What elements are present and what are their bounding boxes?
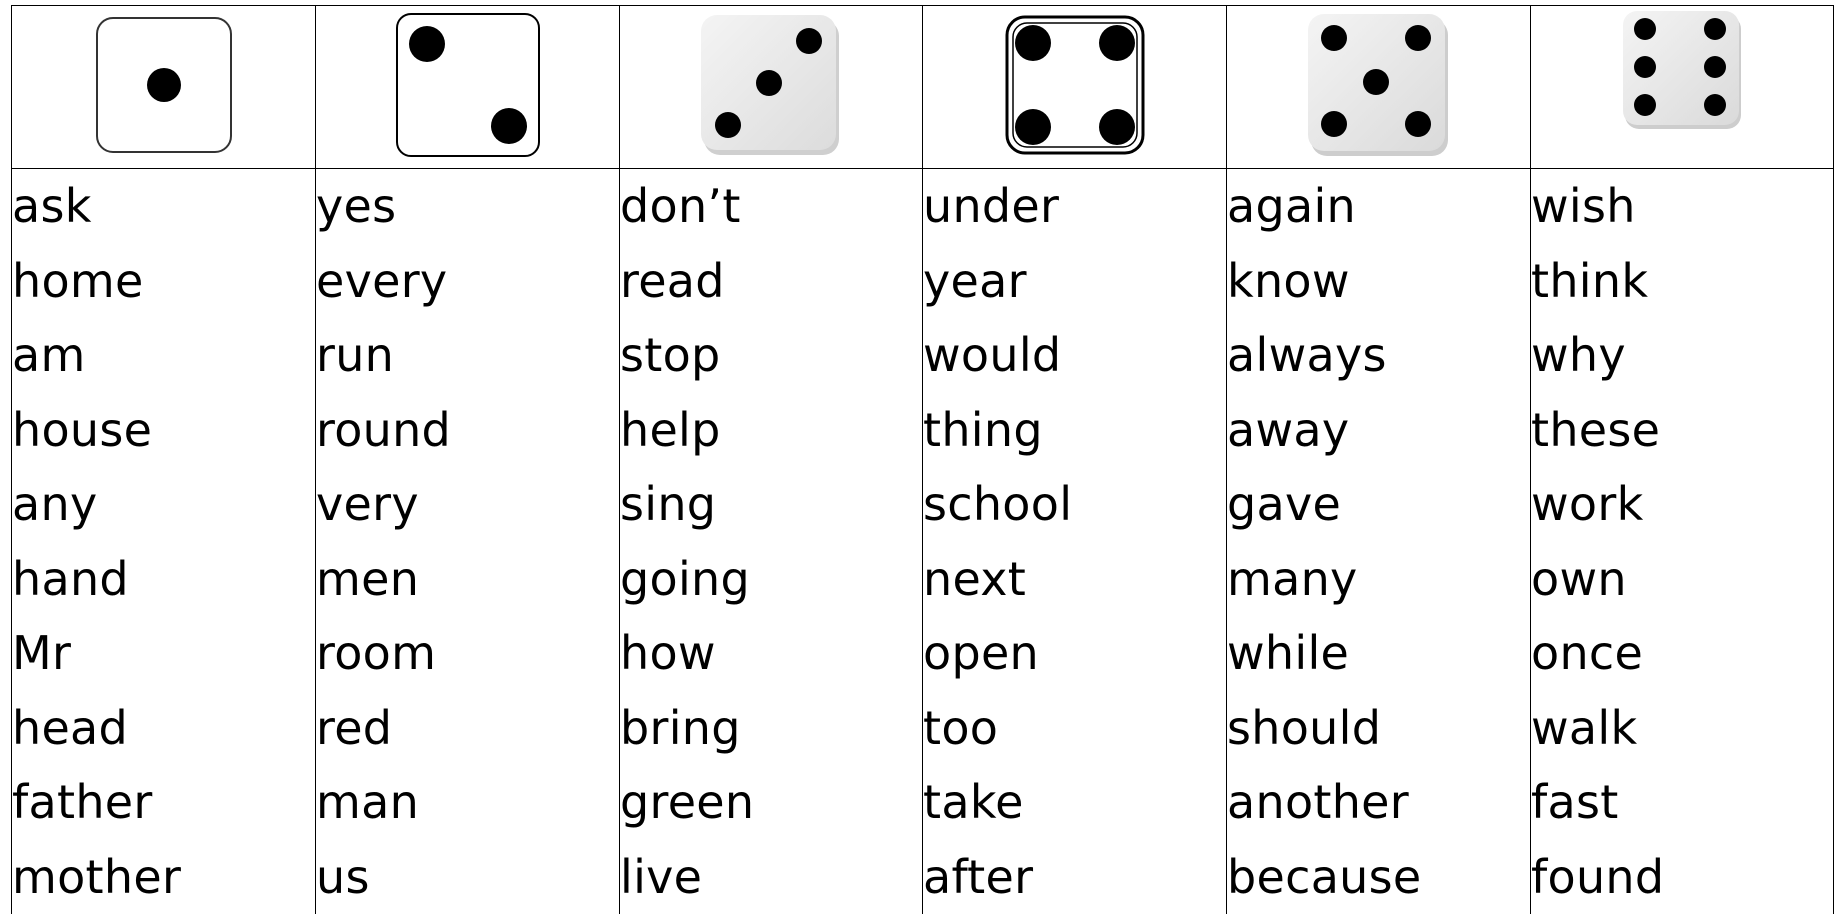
word: very (316, 467, 619, 542)
dice-header-row (12, 6, 1834, 169)
die-face-4-icon (1005, 15, 1145, 155)
word: school (923, 467, 1226, 542)
word: Mr (12, 616, 315, 691)
word: every (316, 244, 619, 319)
word: many (1227, 542, 1530, 617)
word: any (12, 467, 315, 542)
word: found (1531, 840, 1833, 914)
word: sing (620, 467, 922, 542)
word: always (1227, 318, 1530, 393)
word: hand (12, 542, 315, 617)
word: father (12, 765, 315, 840)
die-cell-5 (1227, 6, 1531, 169)
word: should (1227, 691, 1530, 766)
word: think (1531, 244, 1833, 319)
die-cell-3 (620, 6, 923, 169)
word: run (316, 318, 619, 393)
word-column-5 (1227, 169, 1531, 914)
word: house (12, 393, 315, 468)
word-column-2 (316, 169, 620, 914)
die-face-6-icon (1621, 9, 1743, 131)
word-column-3 (620, 169, 923, 914)
die-face-3-icon (699, 13, 843, 157)
word: away (1227, 393, 1530, 468)
word: know (1227, 244, 1530, 319)
word: year (923, 244, 1226, 319)
word: don’t (620, 169, 922, 244)
die-cell-6 (1531, 6, 1834, 169)
words-row (12, 169, 1834, 914)
word: under (923, 169, 1226, 244)
word: live (620, 840, 922, 914)
word: take (923, 765, 1226, 840)
word: again (1227, 169, 1530, 244)
word: these (1531, 393, 1833, 468)
word: am (12, 318, 315, 393)
word: fast (1531, 765, 1833, 840)
die-cell-2 (316, 6, 620, 169)
word: work (1531, 467, 1833, 542)
die-cell-1 (12, 6, 316, 169)
word: why (1531, 318, 1833, 393)
word: too (923, 691, 1226, 766)
word: green (620, 765, 922, 840)
word: home (12, 244, 315, 319)
die-face-1-icon (95, 16, 233, 154)
word-dice-sheet (11, 5, 1833, 908)
word: yes (316, 169, 619, 244)
word-column-4 (923, 169, 1227, 914)
word: wish (1531, 169, 1833, 244)
word: open (923, 616, 1226, 691)
word: mother (12, 840, 315, 914)
word: next (923, 542, 1226, 617)
word-column-6 (1531, 169, 1834, 914)
word: gave (1227, 467, 1530, 542)
word: bring (620, 691, 922, 766)
word: once (1531, 616, 1833, 691)
word: us (316, 840, 619, 914)
word: read (620, 244, 922, 319)
word: thing (923, 393, 1226, 468)
word: head (12, 691, 315, 766)
word: help (620, 393, 922, 468)
word: stop (620, 318, 922, 393)
word: red (316, 691, 619, 766)
word: man (316, 765, 619, 840)
word: because (1227, 840, 1530, 914)
word: would (923, 318, 1226, 393)
word: while (1227, 616, 1530, 691)
die-face-2-icon (395, 12, 541, 158)
word-column-1 (12, 169, 316, 914)
word: another (1227, 765, 1530, 840)
word: men (316, 542, 619, 617)
word: round (316, 393, 619, 468)
die-cell-4 (923, 6, 1227, 169)
word: after (923, 840, 1226, 914)
word: ask (12, 169, 315, 244)
word: room (316, 616, 619, 691)
word: going (620, 542, 922, 617)
word: how (620, 616, 922, 691)
die-face-5-icon (1306, 12, 1452, 158)
dice-word-table (11, 5, 1834, 914)
word: own (1531, 542, 1833, 617)
word: walk (1531, 691, 1833, 766)
